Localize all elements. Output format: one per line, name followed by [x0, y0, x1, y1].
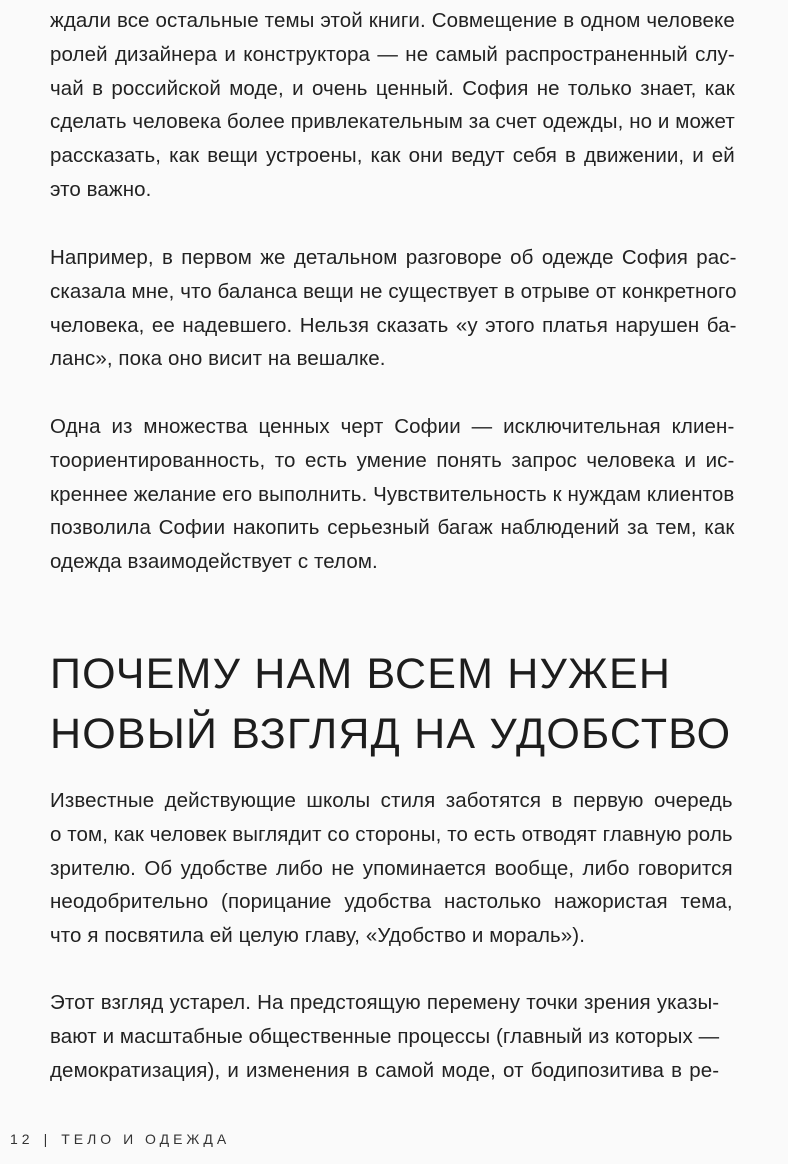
heading-line: ПОЧЕМУ НАМ ВСЕМ НУЖЕН [50, 650, 672, 698]
paragraph-balance [50, 241, 737, 376]
text-line: ролей дизайнера и конструктора — не самый распространенный слу- [50, 42, 735, 66]
page-footer [10, 1131, 230, 1147]
text-line: демократизация), и изменения в самой моде, от бодипозитива в ре- [50, 1058, 720, 1082]
text-line: Известные действующие школы стиля заботятся в первую очередь [50, 789, 733, 812]
text-line: что я посвятила ей целую главу, «Удобство и мораль»). [50, 924, 586, 948]
text-line: неодобрительно (порицание удобства настолько нажористая тема, [50, 890, 733, 914]
text-line: Одна из множества ценных черт Софии — исключительная клиен- [50, 415, 735, 438]
text-line: зрителю. Об удобстве либо не упоминается вообще, либо говорится [50, 856, 733, 880]
text-line: человека, ее надевшего. Нельзя сказать «у этого платья нарушен ба- [50, 313, 737, 337]
paragraph-client-orientation [50, 410, 734, 579]
text-line: ждали все остальные темы этой книги. Совмещение в одном человеке [50, 9, 735, 32]
running-title: ТЕЛО И ОДЕЖДА [61, 1131, 231, 1147]
heading-line: НОВЫЙ ВЗГЛЯД НА УДОБСТВО [50, 710, 732, 758]
text-line: позволила Софии накопить серьезный багаж наблюдений за тем, как [50, 516, 735, 540]
text-line: сказала мне, что баланса вещи не существует в отрыве от конкретного [50, 279, 737, 303]
text-line: одежда взаимодействует с телом. [50, 550, 378, 574]
text-line: чай в российской моде, и очень ценный. София не только знает, как [50, 76, 735, 100]
paragraph-designer-constructor [50, 4, 735, 207]
text-line: Например, в первом же детальном разговоре об одежде София рас- [50, 246, 737, 269]
section-heading [50, 644, 731, 764]
text-line: рассказать, как вещи устроены, как они ведут себя в движении, и ей [50, 144, 735, 168]
text-line: о том, как человек выглядит со стороны, то есть отводят главную роль [50, 822, 733, 846]
paragraph-outdated-view [50, 986, 719, 1087]
text-line: тоориентированность, то есть умение понять запрос человека и ис- [50, 448, 735, 472]
text-line: ланс», пока оно висит на вешалке. [50, 347, 386, 371]
paragraph-style-schools [50, 784, 733, 953]
text-line: Этот взгляд устарел. На предстоящую перемену точки зрения указы- [50, 991, 720, 1014]
footer-separator: | [43, 1131, 52, 1147]
text-line: вают и масштабные общественные процессы (главный из которых — [50, 1024, 720, 1048]
text-line: креннее желание его выполнить. Чувствительность к нуждам клиентов [50, 482, 735, 506]
text-line: это важно. [50, 177, 152, 201]
page-number: 12 [10, 1131, 34, 1147]
text-line: сделать человека более привлекательным за счет одежды, но и может [50, 110, 735, 134]
